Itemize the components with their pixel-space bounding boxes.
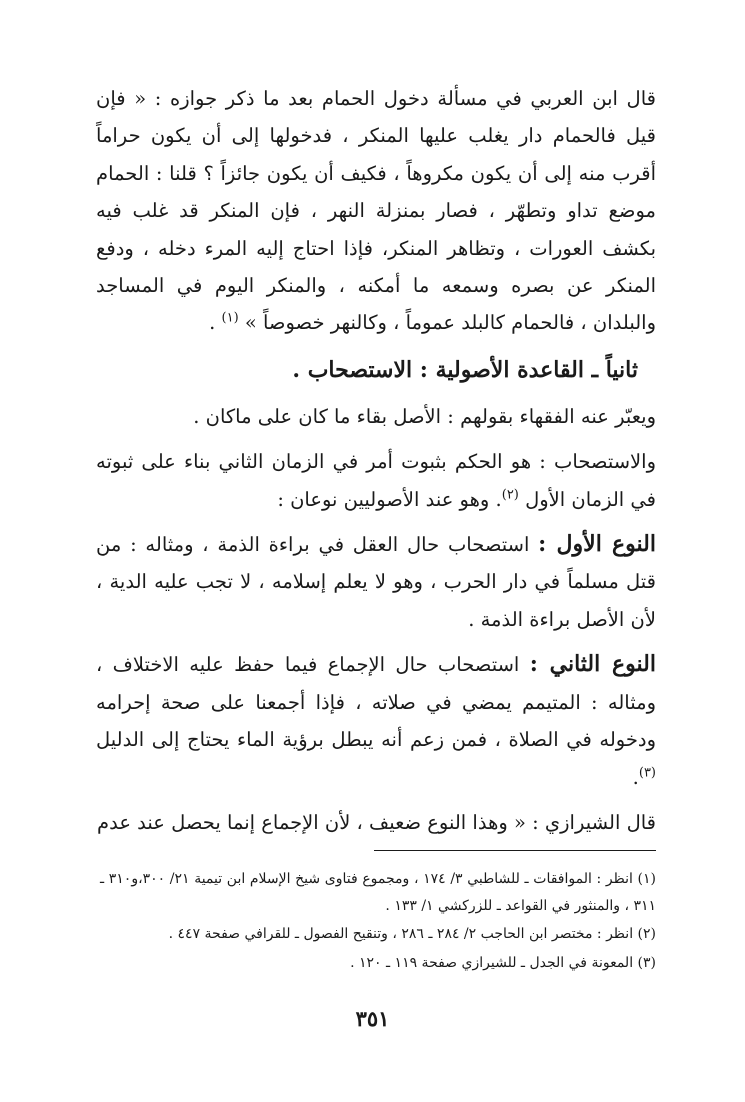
paragraph-type-one bbox=[96, 526, 656, 638]
footnote-1: (١) انظر : الموافقات ـ للشاطبي ٣/ ١٧٤ ، ومجموع فتاوى شيخ الإسلام ابن تيمية ٢١/ ٣٠٠،و٣١٠ ـ ٣١١ ، والمنثور في القواعد ـ للزركشي ١/ ١٣٣ . bbox=[100, 871, 656, 914]
paragraph-istishab bbox=[96, 443, 656, 518]
paragraph-end: . bbox=[632, 765, 639, 789]
section-heading: ثانياً ـ القاعدة الأصولية : الاستصحاب . bbox=[292, 356, 638, 383]
paragraph-ibn-alarabi bbox=[96, 80, 656, 342]
footnotes bbox=[100, 866, 656, 976]
main-text bbox=[96, 80, 656, 841]
paragraph-definition: ويعبّر عنه الفقهاء بقولهم : الأصل بقاء ما كان على ماكان . bbox=[193, 404, 656, 428]
paragraph-text: والاستصحاب : هو الحكم بثبوت أمر في الزمان الثاني بناء على ثبوته في الزمان الأول bbox=[96, 450, 656, 511]
footnote-ref-3[interactable]: (٣) bbox=[638, 765, 656, 780]
footnote-ref-1[interactable]: (١) bbox=[221, 310, 239, 326]
paragraph-end: . bbox=[209, 311, 216, 335]
paragraph-text: استصحاب حال الإجماع فيما حفظ عليه الاختلاف ، ومثاله : المتيمم يمضي في صلاته ، فإذا أجمعنا على صحة إحرامه ودخوله في الصلاة ، فمن زعم أنه يبطل برؤية الماء يحتاج إلى الدليل bbox=[96, 653, 656, 752]
paragraph-text: قال ابن العربي في مسألة دخول الحمام بعد ما ذكر جوازه : « فإن قيل فالحمام دار يغلب عليها المنكر ، فدخولها إلى أن يكون حراماً أقرب منه إلى أن يكون مكروهاً ، فكيف أن يكون جائزاً ؟ قلنا : الحمام موضع تداو وتطهّر ، فصار بمنزلة النهر ، فإن المنكر قد غلب فيه بكشف العورات ، وتظاهر المنكر، فإذا احتاج إليه المرء دخله ، ودفع المنكر عن بصره وسمعه ما أمكنه ، والمنكر اليوم في المساجد والبلدان ، فالحمام كالبلد عموماً ، وكالنهر خصوصاً » bbox=[96, 87, 656, 335]
type-one-term: النوع الأول : bbox=[538, 531, 657, 558]
paragraph-end: . وهو عند الأصوليين نوعان : bbox=[277, 487, 502, 511]
footnote-ref-2[interactable]: (٢) bbox=[501, 487, 519, 503]
type-two-term: النوع الثاني : bbox=[529, 651, 656, 678]
footnote-divider bbox=[374, 850, 656, 851]
paragraph-shirazi: قال الشيرازي : « وهذا النوع ضعيف ، لأن الإجماع إنما يحصل عند عدم bbox=[97, 810, 656, 834]
paragraph-text: استصحاب حال العقل في براءة الذمة ، ومثاله : من قتل مسلماً في دار الحرب ، وهو لا يعلم إسلامه ، لا تجب عليه الدية ، لأن الأصل براءة الذمة . bbox=[96, 533, 656, 631]
footnote-2: (٢) انظر : مختصر ابن الحاجب ٢/ ٢٨٤ ـ ٢٨٦ ، وتنقيح الفصول ـ للقرافي صفحة ٤٤٧ . bbox=[168, 926, 656, 942]
paragraph-type-two bbox=[96, 646, 656, 796]
page-number: ٣٥١ bbox=[355, 1006, 390, 1031]
footnote-3: (٣) المعونة في الجدل ـ للشيرازي صفحة ١١٩ ـ ١٢٠ . bbox=[350, 954, 656, 971]
